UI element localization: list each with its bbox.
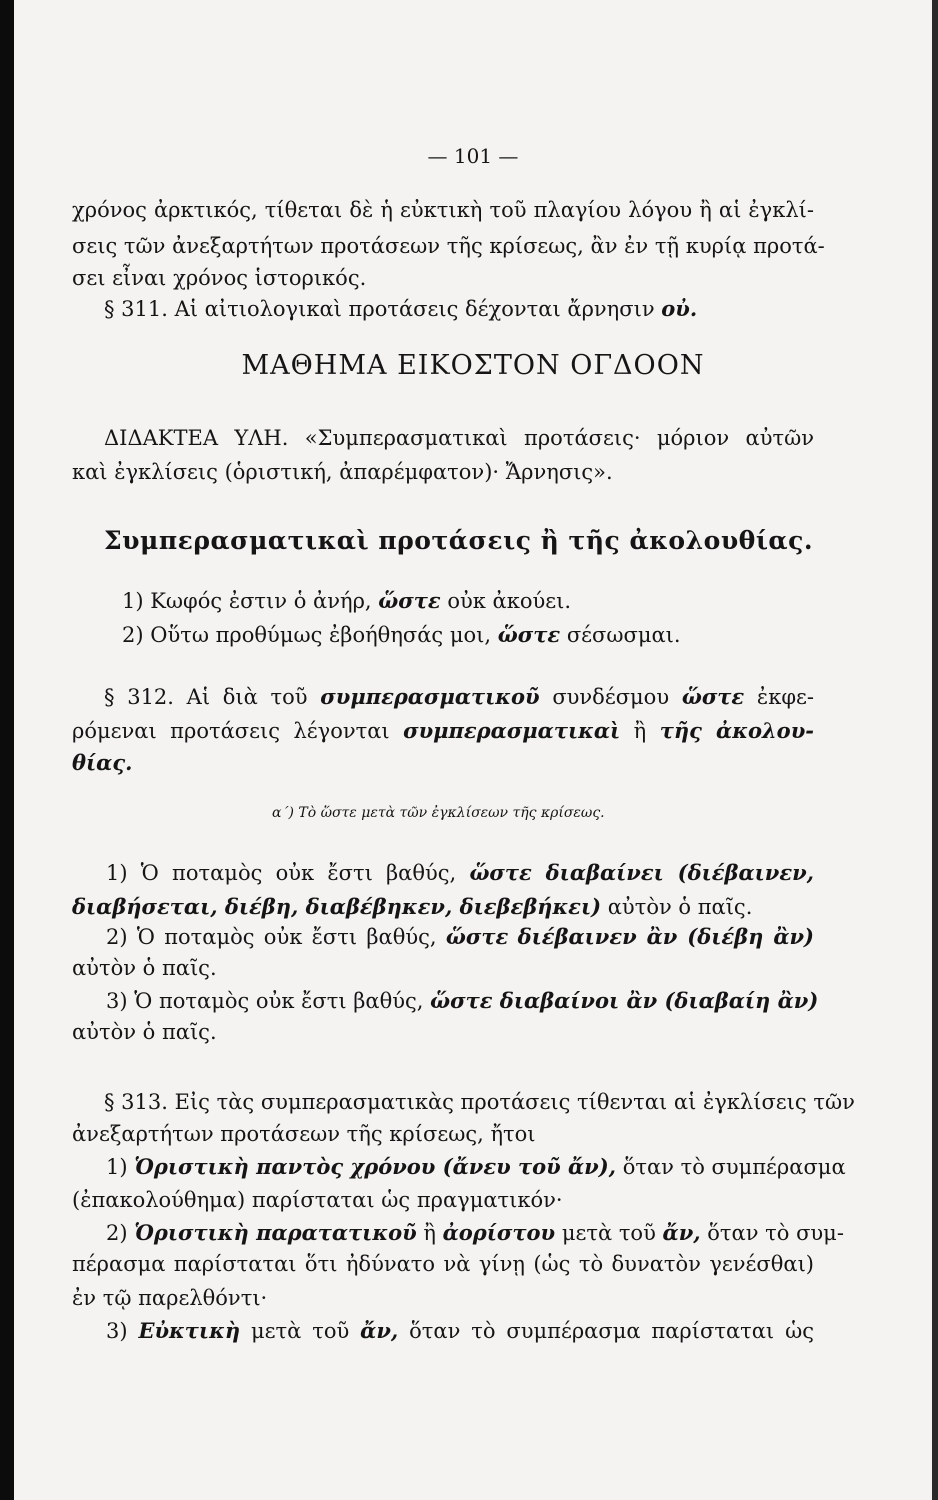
text: ὅταν τὸ συμπέρασμα παρίσταται ὡς: [409, 1319, 814, 1343]
text-line: καὶ ἐγκλίσεις (ὁριστική, ἀπαρέμφατον)· Ἄρνησις».: [72, 460, 613, 484]
example-conjunction: ὥστε: [378, 588, 441, 613]
emphasis: ὥστε: [445, 924, 509, 949]
paradigm-2-line2: αὐτὸν ὁ παῖς.: [72, 956, 217, 980]
text: 3): [106, 1319, 128, 1343]
lesson-heading: ΜΑΘΗΜΑ ΕΙΚΟΣΤΟΝ ΟΓΔΟΟΝ: [241, 350, 705, 381]
text: § 312. Αἱ διὰ τοῦ: [104, 685, 308, 709]
emphasis: ὥστε διαβαίνοι ἂν (διαβαίη ἂν): [430, 988, 819, 1013]
text: 1): [106, 1155, 128, 1179]
section-311-text: § 311. Αἱ αἰτιολογικαὶ προτάσεις δέχονται ἄρνησιν: [104, 297, 655, 321]
text: ὅταν τὸ συμ-: [707, 1221, 844, 1245]
example-text: σέσωσμαι.: [566, 623, 681, 647]
text-line: σει εἶναι χρόνος ἱστορικός.: [72, 266, 367, 290]
section-313-line1: § 313. Εἰς τὰς συμπερασματικὰς προτάσεις τίθενται αἱ ἐγκλίσεις τῶν: [104, 1090, 855, 1114]
emphasis: ἀορίστου: [442, 1220, 556, 1245]
text: 2): [106, 1221, 128, 1245]
paradigm-2-line1: [106, 926, 814, 948]
subsection-title: α΄) Τὸ ὥστε μετὰ τῶν ἐγκλίσεων τῆς κρίσεως.: [272, 805, 605, 821]
syllabus-text: «Συμπερασματικαὶ προτάσεις· μόριον αὐτῶν: [304, 426, 814, 450]
text: ἢ: [423, 1221, 436, 1245]
page-number: — 101 —: [427, 144, 519, 168]
example-text: 2) Οὕτω προθύμως ἐβοήθησάς μοι,: [122, 623, 492, 647]
paradigm-1-line1: [106, 862, 814, 884]
section-311-emphasis: οὐ.: [661, 296, 698, 321]
text-line: χρόνος ἀρκτικός, τίθεται δὲ ἡ εὐκτικὴ τοῦ πλαγίου λόγου ἢ αἱ ἐγκλί-: [72, 198, 814, 222]
text: ὅταν τὸ συμπέρασμα: [622, 1155, 846, 1179]
section-312-line2: [72, 720, 814, 742]
emphasis: διέβαινεν ἂν (διέβη ἂν): [517, 924, 814, 949]
example-2: [122, 624, 814, 646]
paradigm-3-line2: αὐτὸν ὁ παῖς.: [72, 1020, 217, 1044]
text: μετὰ τοῦ: [561, 1221, 656, 1245]
text-line: σεις τῶν ἀνεξαρτήτων προτάσεων τῆς κρίσεως, ἂν ἐν τῇ κυρίᾳ προτά-: [72, 234, 825, 258]
section-311: [104, 298, 814, 320]
emphasis: ὥστε: [681, 684, 745, 709]
example-text: οὐκ ἀκούει.: [447, 589, 572, 613]
rule-3-line1: [106, 1320, 814, 1342]
syllabus-label: ΔΙΔΑΚΤΕΑ ΥΛΗ.: [104, 426, 289, 450]
text: συνδέσμου: [552, 685, 670, 709]
text: μετὰ τοῦ: [251, 1319, 350, 1343]
rule-2-line1: [106, 1220, 844, 1245]
text: 3) Ὁ ποταμὸς οὐκ ἔστι βαθύς,: [106, 989, 424, 1013]
paradigm-3-line1: [106, 988, 819, 1013]
text: 2) Ὁ ποταμὸς οὐκ ἔστι βαθύς,: [106, 925, 437, 949]
section-312-line3: θίας.: [72, 750, 133, 775]
emphasis: Ὁριστικὴ παντὸς χρόνου (ἄνευ τοῦ ἄν),: [134, 1154, 616, 1179]
rule-1-line1: [106, 1154, 846, 1179]
emphasis: διαβήσεται, διέβη, διαβέβηκεν, διεβεβήκει): [72, 894, 602, 919]
text: 1) Ὁ ποταμὸς οὐκ ἔστι βαθύς,: [106, 861, 457, 885]
rule-2-line3: ἐν τῷ παρελθόντι·: [72, 1286, 268, 1310]
emphasis: συμπερασματικοῦ: [320, 684, 540, 709]
example-conjunction: ὥστε: [497, 622, 561, 647]
emphasis: τῆς ἀκολου-: [659, 718, 814, 743]
text: ἐκφε-: [756, 685, 814, 709]
text: ρόμεναι προτάσεις λέγονται: [72, 719, 390, 743]
example-text: 1) Κωφός ἐστιν ὁ ἀνήρ,: [122, 589, 372, 613]
example-1: [122, 590, 814, 612]
emphasis: ἄν,: [360, 1318, 399, 1343]
text: αὐτὸν ὁ παῖς.: [607, 895, 753, 919]
text: ἢ: [633, 719, 647, 743]
paradigm-1-line2: [72, 896, 814, 918]
section-312-line1: [104, 686, 814, 708]
syllabus-line: [104, 428, 814, 449]
emphasis: ὥστε διαβαίνει (διέβαινεν,: [469, 860, 814, 885]
emphasis: συμπερασματικαὶ: [403, 718, 621, 743]
rule-2-line2: πέρασμα παρίσταται ὅτι ἠδύνατο νὰ γίνῃ (ὡς τὸ δυνατὸν γενέσθαι): [72, 1252, 814, 1276]
section-313-line2: ἀνεξαρτήτων προτάσεων τῆς κρίσεως, ἤτοι: [72, 1122, 536, 1146]
emphasis: Εὐκτικὴ: [138, 1318, 241, 1343]
rule-1-line2: (ἐπακολούθημα) παρίσταται ὡς πραγματικόν·: [72, 1188, 563, 1212]
emphasis: ἄν,: [662, 1220, 701, 1245]
emphasis: Ὁριστικὴ παρατατικοῦ: [134, 1220, 417, 1245]
section-subheading: Συμπερασματικαὶ προτάσεις ἢ τῆς ἀκολουθίας.: [104, 526, 814, 555]
